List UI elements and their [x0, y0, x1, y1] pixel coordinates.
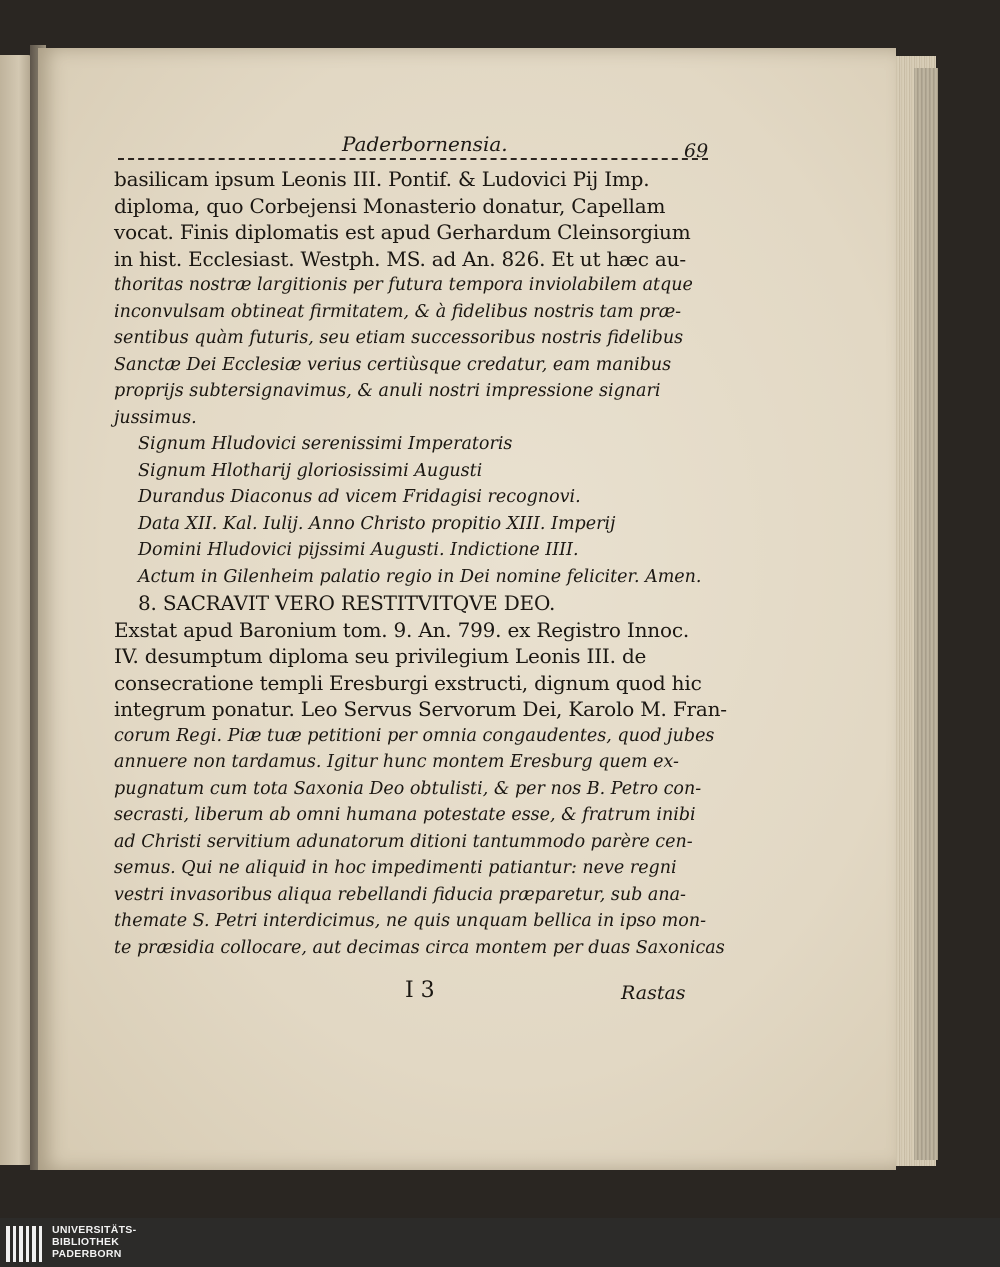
text-line: Durandus Diaconus ad vicem Fridagisi recognovi. — [138, 487, 581, 507]
text-line: proprijs subtersignavimus, & anuli nostri impressione signari — [114, 381, 661, 401]
text-line: Actum in Gilenheim palatio regio in Dei nomine feliciter. Amen. — [138, 566, 702, 587]
viewer-footer-bar — [0, 1218, 1000, 1267]
library-logo-text — [52, 1224, 136, 1260]
text-line: secrasti, liberum ab omni humana potestate esse, & fratrum inibi — [114, 805, 696, 825]
text-line: vocat. Finis diplomatis est apud Gerhardum Cleinsorgium — [114, 220, 691, 244]
running-head: Paderbornensia. — [342, 132, 508, 156]
text-line: thoritas nostræ largitionis per futura tempora inviolabilem atque — [114, 275, 693, 295]
text-line: in hist. Ecclesiast. Westph. MS. ad An. 826. Et ut hæc au- — [114, 246, 686, 271]
text-line: ad Christi servitium adunatorum ditioni tantummodo parère cen- — [114, 831, 693, 852]
text-line: diploma, quo Corbejensi Monasterio donatur, Capellam — [114, 193, 666, 218]
previous-page-edge — [0, 55, 34, 1165]
text-line: annuere non tardamus. Igitur hunc montem Eresburg quem ex- — [114, 752, 679, 772]
text-line: Domini Hludovici pijssimi Augusti. Indictione IIII. — [138, 540, 579, 560]
text-line: sentibus quàm futuris, seu etiam successoribus nostris fidelibus — [114, 328, 684, 348]
text-line: vestri invasoribus aliqua rebellandi fiducia præparetur, sub ana- — [114, 884, 686, 905]
library-logo-icon — [6, 1226, 42, 1262]
text-line: Data XII. Kal. Iulij. Anno Christo propitio XIII. Imperij — [138, 513, 616, 534]
text-line: IV. desumptum diploma seu privilegium Leonis III. de — [114, 644, 647, 668]
book-cover-edge — [914, 68, 938, 1160]
text-line: Exstat apud Baronium tom. 9. An. 799. ex Registro Innoc. — [114, 617, 689, 642]
library-logo-line1: UNIVERSITÄTS- — [52, 1224, 137, 1236]
body-text — [114, 166, 727, 961]
text-line: pugnatum cum tota Saxonia Deo obtulisti, & per nos B. Petro con- — [114, 778, 702, 799]
header-rule — [118, 158, 708, 160]
text-line: te præsidia collocare, aut decimas circa montem per duas Saxonicas — [114, 937, 725, 958]
text-line: 8. SACRAVIT VERO RESTITVITQVE DEO. — [138, 591, 556, 615]
text-line: themate S. Petri interdicimus, ne quis unquam bellica in ipso mon- — [114, 911, 707, 931]
signature-mark: I 3 — [405, 978, 435, 1003]
text-line: inconvulsam obtineat firmitatem, & à fidelibus nostris tam præ- — [114, 301, 682, 322]
text-line: consecratione templi Eresburgi exstructi, dignum quod hic — [114, 670, 702, 695]
text-line: semus. Qui ne aliquid in hoc impedimenti patiantur: neve regni — [114, 858, 677, 878]
text-line: integrum ponatur. Leo Servus Servorum Dei, Karolo M. Fran- — [114, 697, 727, 721]
text-line: Signum Hludovici serenissimi Imperatoris — [138, 434, 513, 454]
text-line: basilicam ipsum Leonis III. Pontif. & Ludovici Pij Imp. — [114, 167, 650, 191]
text-line: Sanctæ Dei Ecclesiæ verius certiùsque credatur, eam manibus — [114, 354, 672, 375]
page-number: 69 — [684, 140, 709, 162]
text-line: Signum Hlotharij gloriosissimi Augusti — [138, 460, 483, 481]
catchword: Rastas — [621, 982, 686, 1004]
library-logo-line3: PADERBORN — [52, 1248, 122, 1260]
library-logo-line2: BIBLIOTHEK — [52, 1236, 120, 1248]
text-line: corum Regi. Piæ tuæ petitioni per omnia congaudentes, quod jubes — [114, 725, 715, 746]
text-line: jussimus. — [114, 407, 197, 428]
